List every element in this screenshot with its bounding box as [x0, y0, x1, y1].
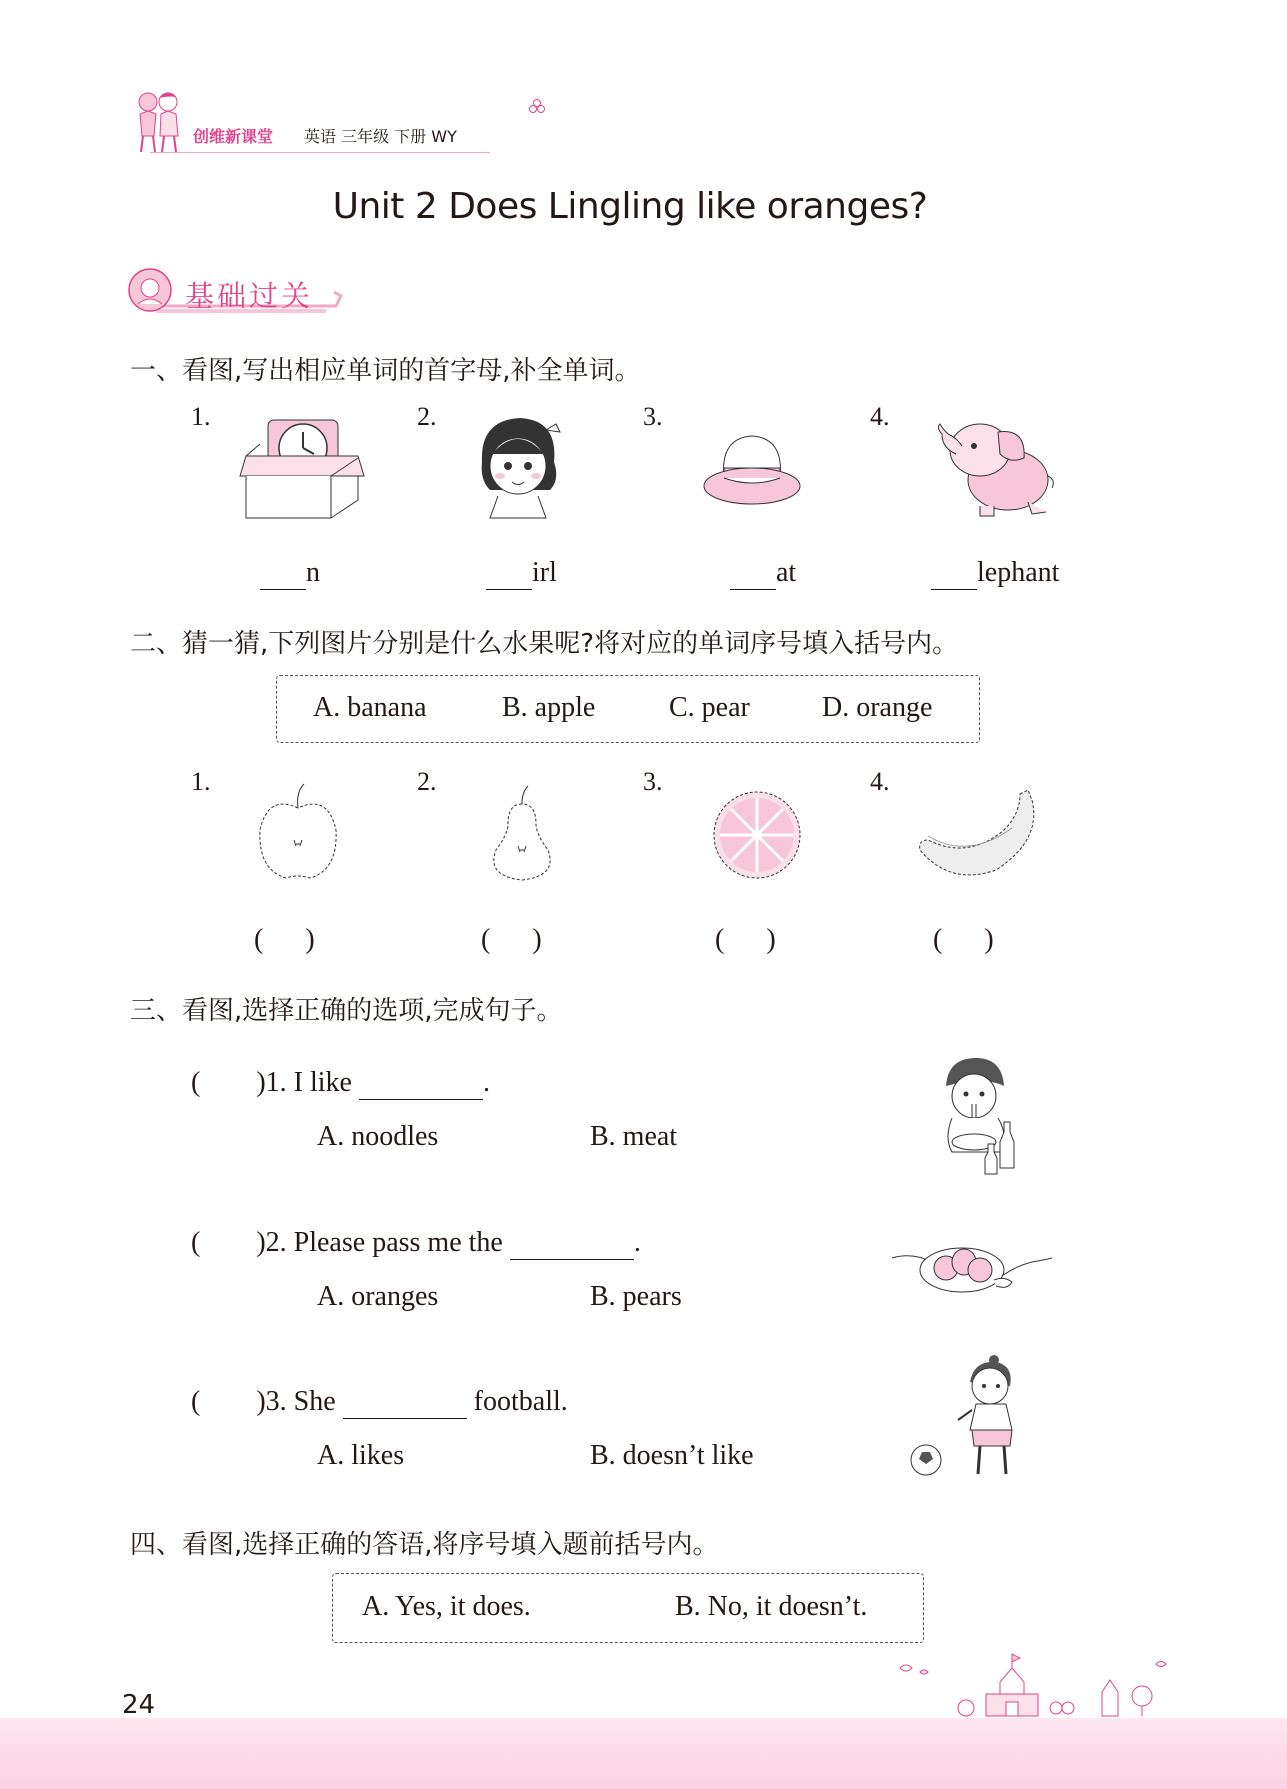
plate-of-pears-icon [890, 1232, 1054, 1300]
girl-icon [470, 414, 566, 520]
apple-icon [256, 782, 340, 882]
q1-item-number: 4. [870, 402, 890, 431]
q2-answer-4[interactable]: ( ) [933, 924, 994, 955]
q3-option-a: A. oranges [317, 1281, 439, 1312]
q3-answer-2[interactable]: ( ) [191, 1227, 266, 1258]
q3-blank[interactable] [343, 1386, 467, 1419]
q3-title: 三、看图,选择正确的选项,完成句子。 [130, 996, 563, 1026]
section-label: 基础过关 [185, 279, 314, 313]
q3-option-b: B. doesn’t like [590, 1440, 754, 1471]
q2-option-d: D. orange [822, 692, 933, 723]
q2-item-number: 2. [417, 767, 437, 796]
q1-item-number: 2. [417, 402, 437, 431]
page-title: Unit 2 Does Lingling like oranges? [332, 186, 928, 227]
q1-suffix: n [306, 557, 320, 588]
q3-blank[interactable] [359, 1067, 483, 1100]
q1-blank-3[interactable] [730, 557, 796, 590]
q3-stem: 2. Please pass me the [265, 1227, 510, 1258]
box-clock-icon [236, 418, 368, 522]
subject-info: 英语 三年级 下册 WY [304, 127, 457, 146]
elephant-icon [932, 414, 1058, 520]
q4-option-a: A. Yes, it does. [362, 1591, 531, 1622]
q4-title: 四、看图,选择正确的答语,将序号填入题前括号内。 [130, 1530, 719, 1560]
q2-item-number: 3. [643, 767, 663, 796]
q3-stem: 1. I like [265, 1067, 359, 1098]
pear-icon [486, 784, 558, 884]
q3-blank[interactable] [510, 1227, 634, 1260]
q2-answer-1[interactable]: ( ) [254, 924, 315, 955]
q3-option-b: B. pears [590, 1281, 682, 1312]
q3-option-b: B. meat [590, 1121, 678, 1152]
q3-answer-1[interactable]: ( ) [191, 1067, 266, 1098]
q1-title: 一、看图,写出相应单词的首字母,补全单词。 [130, 356, 641, 386]
q4-option-b: B. No, it doesn’t. [675, 1591, 868, 1622]
flower-icon [528, 98, 546, 116]
q2-title: 二、猜一猜,下列图片分别是什么水果呢?将对应的单词序号填入括号内。 [130, 629, 959, 659]
q3-stem-end: . [482, 1067, 490, 1098]
q3-sentence-2 [191, 1227, 641, 1260]
q1-item-number: 1. [191, 402, 211, 431]
q2-option-c: C. pear [669, 692, 750, 723]
q3-stem-end: . [633, 1227, 641, 1258]
footer-band [0, 1718, 1287, 1789]
q1-blank-2[interactable] [486, 557, 557, 590]
kids-logo-icon [128, 88, 190, 158]
page-number: 24 [122, 1690, 156, 1720]
q3-option-a: A. likes [317, 1440, 405, 1471]
boy-eating-noodles-icon [932, 1056, 1024, 1180]
castle-icon [880, 1648, 1180, 1718]
q2-answer-2[interactable]: ( ) [481, 924, 542, 955]
q3-stem: 3. She [265, 1386, 343, 1417]
q3-sentence-3 [191, 1386, 568, 1419]
q1-blank-1[interactable] [260, 557, 320, 590]
q3-sentence-1 [191, 1067, 490, 1100]
hat-icon [702, 430, 802, 510]
q1-blank-4[interactable] [931, 557, 1059, 590]
q2-item-number: 4. [870, 767, 890, 796]
q2-answer-3[interactable]: ( ) [715, 924, 776, 955]
banana-icon [916, 786, 1042, 882]
header-rule [150, 152, 490, 153]
orange-slice-icon [712, 790, 802, 880]
q3-answer-3[interactable]: ( ) [191, 1386, 266, 1417]
q1-suffix: lephant [977, 557, 1060, 588]
q3-option-a: A. noodles [317, 1121, 439, 1152]
series-name: 创维新课堂 [193, 127, 274, 146]
q2-item-number: 1. [191, 767, 211, 796]
q1-item-number: 3. [643, 402, 663, 431]
q1-suffix: irl [532, 557, 557, 588]
q2-option-a: A. banana [313, 692, 427, 723]
girl-football-icon [906, 1352, 1036, 1482]
q2-option-b: B. apple [502, 692, 596, 723]
q3-stem-end: football. [466, 1386, 568, 1417]
q1-suffix: at [776, 557, 797, 588]
